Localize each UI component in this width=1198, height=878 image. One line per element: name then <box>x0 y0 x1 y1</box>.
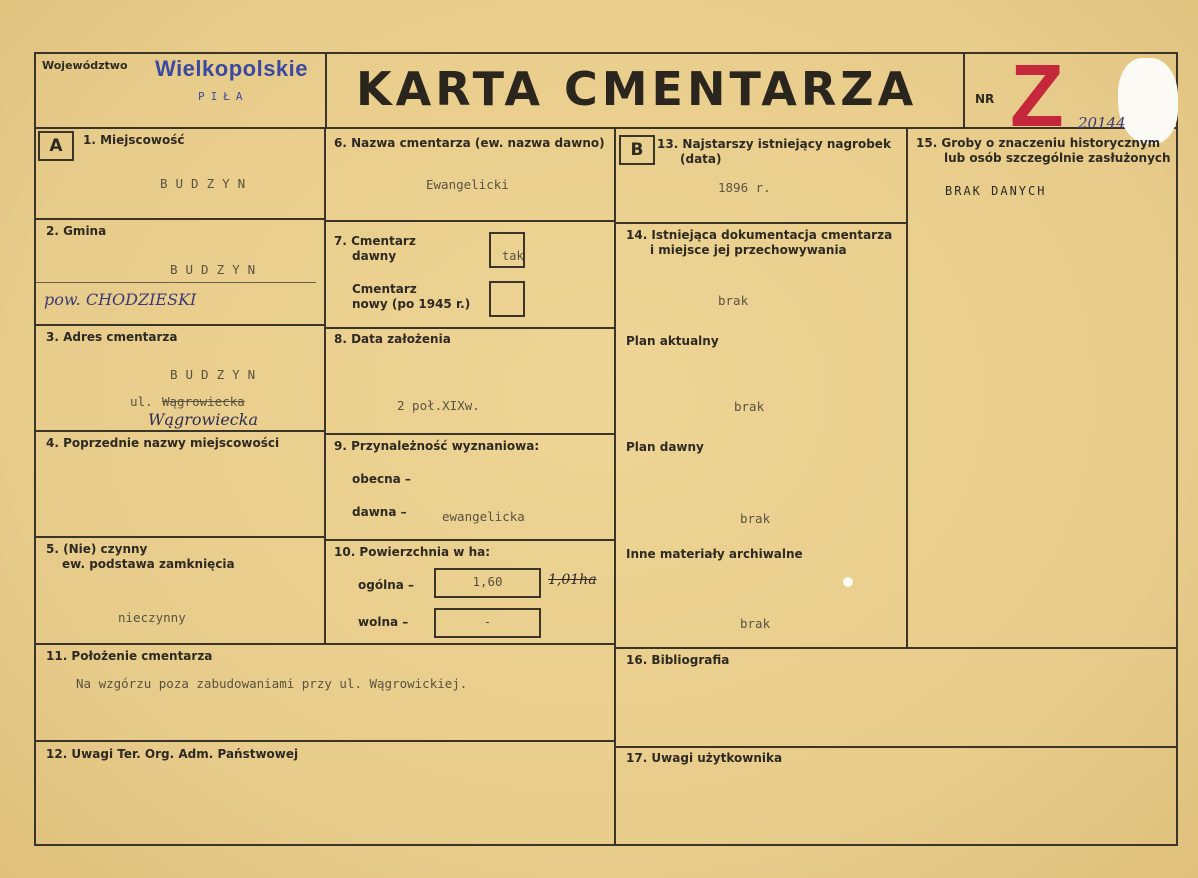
field-3-street-prefix: ul. <box>130 394 153 409</box>
field-14-label-1: 14. Istniejąca dokumentacja cmentarza <box>626 228 893 242</box>
plan-dawny-label: Plan dawny <box>626 440 704 454</box>
section-b-marker: B <box>619 135 655 165</box>
field-5-label-2: ew. podstawa zamknięcia <box>62 557 235 571</box>
field-15-value: BRAK DANYCH <box>945 184 1047 198</box>
nowy-checkbox[interactable] <box>489 281 525 317</box>
col-divider-2 <box>614 127 616 846</box>
inne-materialy-value: brak <box>740 616 771 631</box>
wolna-field[interactable]: - <box>434 608 541 638</box>
row-lower-right <box>614 647 1178 649</box>
nr-label: NR <box>975 92 995 106</box>
header-divider <box>34 127 1178 129</box>
paper-tear-mark <box>1118 58 1178 144</box>
ogolna-field[interactable]: 1,60 <box>434 568 541 598</box>
field-3-street-hand: Wągrowiecka <box>148 410 258 429</box>
row-m4 <box>324 539 615 541</box>
field-14-label-2: i miejsce jej przechowywania <box>650 243 847 257</box>
field-9-dawna-value: ewangelicka <box>442 509 525 524</box>
field-15-label-2: lub osób szczególnie zasłużonych <box>944 151 1171 165</box>
col-divider-1 <box>324 127 326 644</box>
nr-stamp: Z <box>1010 46 1064 145</box>
ogolna-handwritten: 1,01ha <box>548 572 597 588</box>
plan-aktualny-value: brak <box>734 399 765 414</box>
field-10-label: 10. Powierzchnia w ha: <box>334 545 491 559</box>
wojewodztwo-label: Województwo <box>42 59 128 72</box>
row-b1 <box>614 222 907 224</box>
row-a4 <box>34 536 325 538</box>
field-13-label-1: 13. Najstarszy istniejący nagrobek <box>657 137 891 151</box>
field-7-dawny-label-2: dawny <box>352 249 397 263</box>
section-a-marker: A <box>38 131 74 161</box>
field-9-label: 9. Przynależność wyznaniowa: <box>334 439 540 453</box>
field-5-value: nieczynny <box>118 610 186 625</box>
field-7-dawny-label-1: 7. Cmentarz <box>334 234 416 248</box>
row-bottom-right <box>614 746 1178 748</box>
field-2-label: 2. Gmina <box>46 224 107 238</box>
field-3-street-struck: Wągrowiecka <box>162 394 245 409</box>
row-lower-left <box>34 643 615 645</box>
field-11-label: 11. Położenie cmentarza <box>46 649 213 663</box>
field-6-value: Ewangelicki <box>426 177 509 192</box>
field-3-city: BUDZYN <box>170 367 264 382</box>
plan-dawny-value: brak <box>740 511 771 526</box>
header-divider-v2 <box>963 52 965 128</box>
field-6-label: 6. Nazwa cmentarza (ew. nazwa dawno) <box>334 136 605 150</box>
field-7-nowy-label-2: nowy (po 1945 r.) <box>352 297 471 311</box>
field-13-label-2: (data) <box>680 152 722 166</box>
field-10-ogolna-label: ogólna – <box>358 578 415 592</box>
row-a3 <box>34 430 325 432</box>
field-13-value: 1896 r. <box>718 180 771 195</box>
dawny-checkbox-value: tak <box>502 249 524 263</box>
page-title: KARTA CMENTARZA <box>356 62 918 116</box>
field-9-dawna-label: dawna – <box>352 505 407 519</box>
field-17-label: 17. Uwagi użytkownika <box>626 751 783 765</box>
field-1-label: 1. Miejscowość <box>83 133 185 147</box>
field-2-value: BUDZYN <box>170 262 264 277</box>
field-16-label: 16. Bibliografia <box>626 653 730 667</box>
field-3-label: 3. Adres cmentarza <box>46 330 178 344</box>
plan-aktualny-label: Plan aktualny <box>626 334 719 348</box>
field-5-label-1: 5. (Nie) czynny <box>46 542 148 556</box>
field-11-value: Na wzgórzu poza zabudowaniami przy ul. Wągrowickiej. <box>76 676 468 691</box>
inne-materialy-label: Inne materiały archiwalne <box>626 547 803 561</box>
field-15-label-1: 15. Groby o znaczeniu historycznym <box>916 136 1161 150</box>
wojewodztwo-sub: PIŁA <box>198 90 249 103</box>
row-m1 <box>324 220 615 222</box>
nr-number: 20144 <box>1078 114 1126 132</box>
field-14-value: brak <box>718 293 749 308</box>
row-m2 <box>324 327 615 329</box>
row-m3 <box>324 433 615 435</box>
field-2-powiat: pow. CHODZIESKI <box>44 290 197 309</box>
field-8-label: 8. Data założenia <box>334 332 451 346</box>
field-1-value: BUDZYN <box>160 176 254 191</box>
col-divider-3 <box>906 127 908 648</box>
field-10-wolna-label: wolna – <box>358 615 409 629</box>
row-a1 <box>34 218 325 220</box>
header-divider-v1 <box>325 52 327 128</box>
row-a2 <box>34 324 325 326</box>
row-a2-subline <box>36 282 316 283</box>
field-8-value: 2 poł.XIXw. <box>397 398 480 413</box>
wojewodztwo-stamp: Wielkopolskie <box>155 56 309 81</box>
paper-spot <box>843 577 853 587</box>
field-4-label: 4. Poprzednie nazwy miejscowości <box>46 436 280 450</box>
field-12-label: 12. Uwagi Ter. Org. Adm. Państwowej <box>46 747 299 761</box>
field-9-obecna-label: obecna – <box>352 472 411 486</box>
field-7-nowy-label-1: Cmentarz <box>352 282 417 296</box>
row-bottom-left <box>34 740 615 742</box>
